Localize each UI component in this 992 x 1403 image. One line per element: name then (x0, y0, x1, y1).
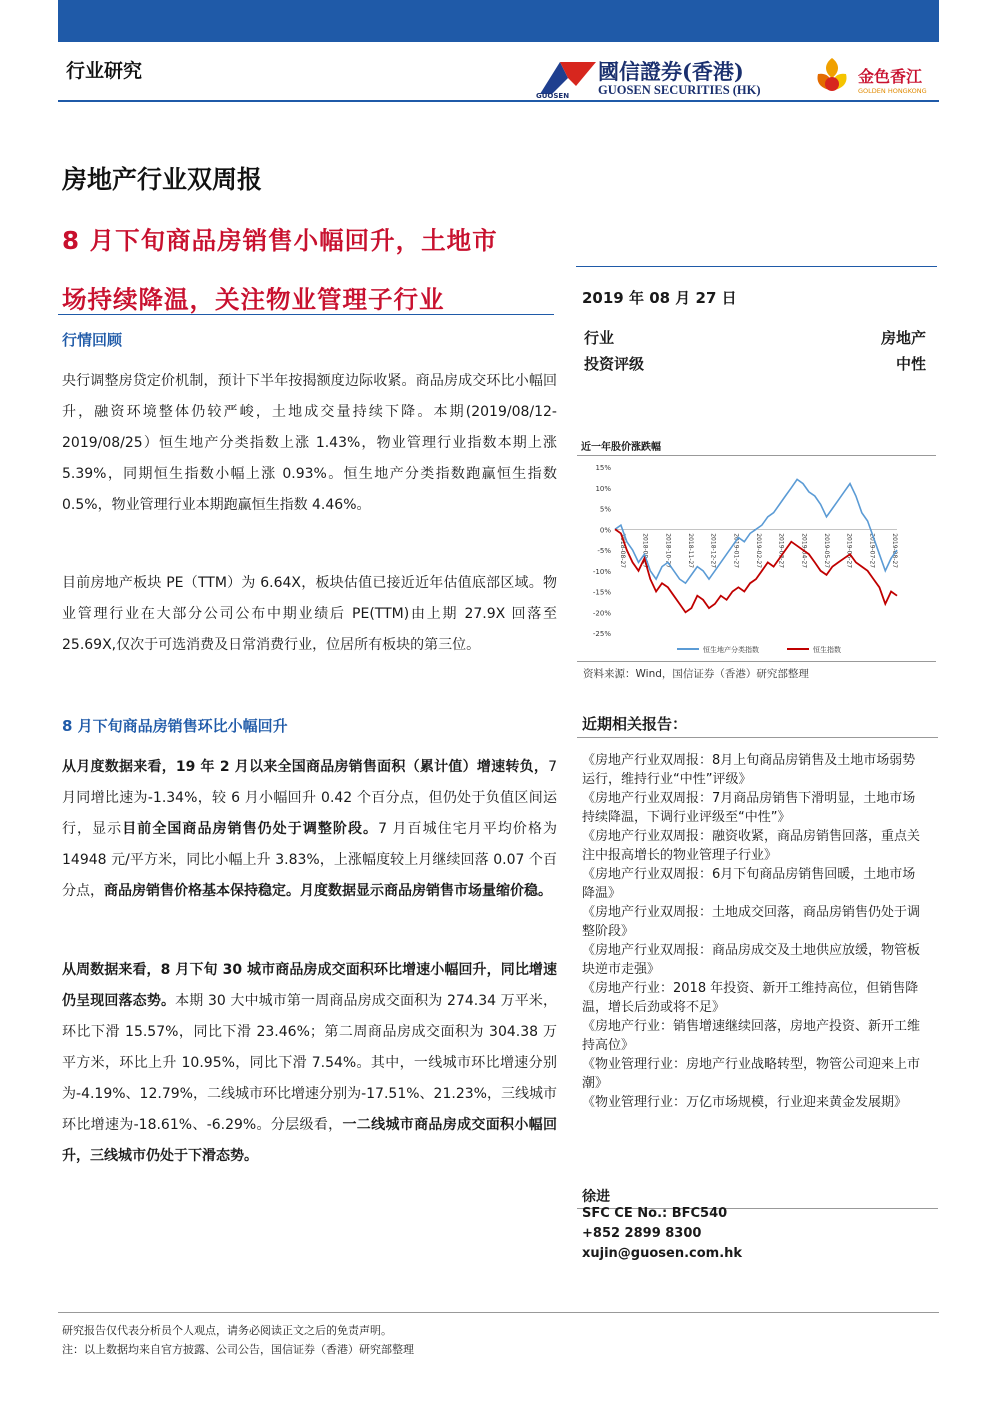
analyst-name: 徐进 (582, 1189, 610, 1205)
x-tick-label: 2019-04-27 (800, 533, 808, 569)
related-report-item[interactable]: 《房地产行业双周报：融资收紧，商品房销售回落，重点关注中报高增长的物业管理子行业》 (582, 829, 921, 863)
related-reports-head: 近期相关报告： (582, 715, 688, 733)
y-tick-label: -20% (592, 609, 611, 618)
related-report-item[interactable]: 《房地产行业双周报：土地成交回落，商品房销售仍处于调整阶段》 (582, 905, 921, 939)
legend-label: 恒生指数 (813, 646, 841, 654)
x-tick-label: 2019-07-27 (868, 533, 876, 569)
x-tick-label: 2019-05-27 (823, 533, 830, 569)
sales-p2-bold-1: 从周数据来看，8 月下旬 30 城市商品房成交面积环比增速小幅回升，同比增速仍呈现回落态势。 (62, 962, 557, 1009)
related-report-item[interactable]: 《房地产行业双周报：6月下旬商品房销售回暖，土地市场降温》 (582, 867, 916, 901)
footer-divider (58, 1312, 939, 1313)
brand-name-cn: 國信證券(香港) (598, 59, 744, 84)
industry-label: 行业 (584, 329, 615, 347)
y-tick-label: 0% (599, 526, 611, 535)
industry-value: 房地产 (880, 329, 926, 347)
brand-name-en: GUOSEN SECURITIES (HK) (598, 83, 761, 97)
y-tick-label: -10% (592, 567, 611, 576)
y-tick-label: 15% (595, 464, 611, 472)
related-divider (577, 737, 938, 738)
related-report-item[interactable]: 《物业管理行业：房地产行业战略转型，物管公司迎来上市潮》 (582, 1057, 921, 1091)
sales-p1-bold-2: 目前全国商品房销售仍处于调整阶段。 (122, 821, 379, 837)
data-source-note: 注：以上数据均来自官方披露、公司公告，国信证券（香港）研究部整理 (62, 1343, 414, 1356)
y-tick-label: -5% (597, 547, 611, 555)
headline-line-2: 场持续降温，关注物业管理子行业 (62, 285, 445, 314)
sales-p1-bold-3: 商品房销售价格基本保持稳定。月度数据显示商品房销售市场量缩价稳。 (104, 883, 552, 899)
sun-flame-icon (810, 54, 856, 98)
report-date: 2019 年 08 月 27 日 (582, 289, 737, 307)
rating-label: 投资评级 (584, 355, 645, 373)
headline-line-1: 8 月下旬商品房销售小幅回升，土地市 (62, 226, 498, 255)
golden-name-cn: 金色香江 (858, 67, 923, 86)
guosen-logo-icon (538, 56, 598, 96)
x-tick-label: 2018-11-27 (687, 533, 694, 569)
sales-p1-text-1: 7 月同增比速为-1.34%，较 6 月小幅回升 0.42 个百分点，但仍处于负值区间运行，显示 (62, 759, 557, 837)
industry-row (584, 327, 926, 348)
analyst-email[interactable]: xujin@guosen.com.hk (582, 1246, 743, 1261)
guosen-logo (536, 54, 806, 100)
sales-paragraph-2 (62, 955, 557, 1172)
report-category: 行业研究 (66, 60, 143, 82)
top-banner (58, 0, 939, 42)
y-tick-label: -15% (592, 588, 611, 597)
sales-p1-text-2: 7 月百城住宅月平均价格为 14948 元/平方米，同比小幅上升 3.83%，上涨幅度较上月继续回落 0.07 个百分点， (62, 821, 558, 899)
disclaimer-note: 研究报告仅代表分析员个人观点，请务必阅读正文之后的免责声明。 (62, 1324, 392, 1337)
analyst-phone: +852 2899 8300 (582, 1226, 702, 1241)
review-paragraph-2: 目前房地产板块 PE（TTM）为 6.64X，板块估值已接近近年估值底部区域。物业管理行业在大部分公司公布中期业绩后 PE(TTM)由上期 27.9X 回落至 25.69X,仅次于可选消费及日常消费行业，位居所有板块的第三位。 (62, 575, 557, 653)
chart-bottom-rule (577, 661, 936, 662)
y-tick-label: -25% (592, 630, 611, 638)
sales-p1-bold-1: 从月度数据来看，19 年 2 月以来全国商品房销售面积（累计值）增速转负， (62, 759, 549, 775)
header-divider (58, 100, 939, 102)
chart-title: 近一年股价涨跌幅 (581, 442, 661, 453)
x-tick-label: 2019-06-27 (845, 533, 853, 569)
meta-divider (576, 266, 937, 267)
price-change-chart (577, 455, 936, 660)
related-report-item[interactable]: 《物业管理行业：万亿市场规模，行业迎来黄金发展期》 (582, 1095, 908, 1110)
sales-p2-text-1: 本期 30 大中城市第一周商品房成交面积为 274.34 万平米，环比下滑 15.57%，同比下滑 23.46%；第二周商品房成交面积为 304.38 万平方米，环比上升 10.95%，同比下滑 7.54%。其中，一线城市环比增速分别为-4.19%、12.79%，二线城市环比增速分别为-17.51%、21.23%，三线城市环比增速为-18.61%、-6.29%。分层级看， (62, 993, 558, 1133)
golden-name-en: GOLDEN HONGKONG (858, 87, 927, 95)
brand-sub: GUOSEN (536, 92, 570, 100)
related-report-item[interactable]: 《房地产行业双周报：8月上旬商品房销售及土地市场弱势运行，维持行业“中性”评级》 (582, 753, 916, 787)
headline-divider (58, 314, 554, 315)
x-tick-label: 2018-12-27 (709, 533, 717, 569)
x-tick-label: 2019-03-27 (777, 533, 785, 569)
related-report-item[interactable]: 《房地产行业：2018 年投资、新开工维持高位，但销售降温，增长后劲或将不足》 (582, 981, 919, 1015)
review-paragraph-1: 央行调整房贷定价机制，预计下半年按揭额度边际收紧。商品房成交环比小幅回升，融资环境整体仍较严峻，土地成交量持续下降。本期(2019/08/12-2019/08/25）恒生地产分类指数上涨 1.43%，物业管理行业指数本期上涨 5.39%，同期恒生指数小幅上涨 0.93%。恒生地产分类指数跑赢恒生指数 0.5%，物业管理行业本期跑赢恒生指数 4.46%。 (62, 373, 557, 513)
x-tick-label: 2018-10-27 (664, 533, 672, 569)
analyst-sfc: SFC CE No.: BFC540 (582, 1206, 728, 1221)
related-report-item[interactable]: 《房地产行业双周报：7月商品房销售下滑明显，土地市场持续降温，下调行业评级至“中性”》 (582, 791, 916, 825)
golden-hongkong-logo (808, 54, 948, 100)
x-tick-label: 2018-08-27 (619, 533, 626, 569)
rating-value: 中性 (895, 355, 926, 373)
related-reports-list (582, 751, 922, 1112)
related-report-item[interactable]: 《房地产行业双周报：商品房成交及土地供应放缓，物管板块逆市走强》 (582, 943, 921, 977)
related-report-item[interactable]: 《房地产行业：销售增速继续回落，房地产投资、新开工维持高位》 (582, 1019, 921, 1053)
x-tick-label: 2019-01-27 (732, 533, 740, 569)
sales-paragraph-1 (62, 752, 557, 907)
sales-p2-bold-2: 一二线城市商品房成交面积小幅回升，三线城市仍处于下滑态势。 (62, 1117, 557, 1164)
x-tick-label: 2018-09-27 (641, 533, 649, 569)
legend-label: 恒生地产分类指数 (703, 646, 759, 654)
x-tick-label: 2019-02-27 (755, 533, 762, 569)
section-head-review: 行情回顾 (62, 331, 123, 349)
chart-svg (577, 455, 936, 660)
report-series-title: 房地产行业双周报 (62, 165, 263, 194)
y-tick-label: 5% (599, 505, 611, 514)
chart-source: 资料来源：Wind，国信证券（香港）研究部整理 (583, 668, 809, 680)
section-head-sales: 8 月下旬商品房销售环比小幅回升 (62, 717, 288, 735)
rating-row (584, 353, 926, 374)
y-tick-label: 10% (595, 484, 611, 493)
x-tick-label: 2019-08-27 (891, 533, 898, 569)
